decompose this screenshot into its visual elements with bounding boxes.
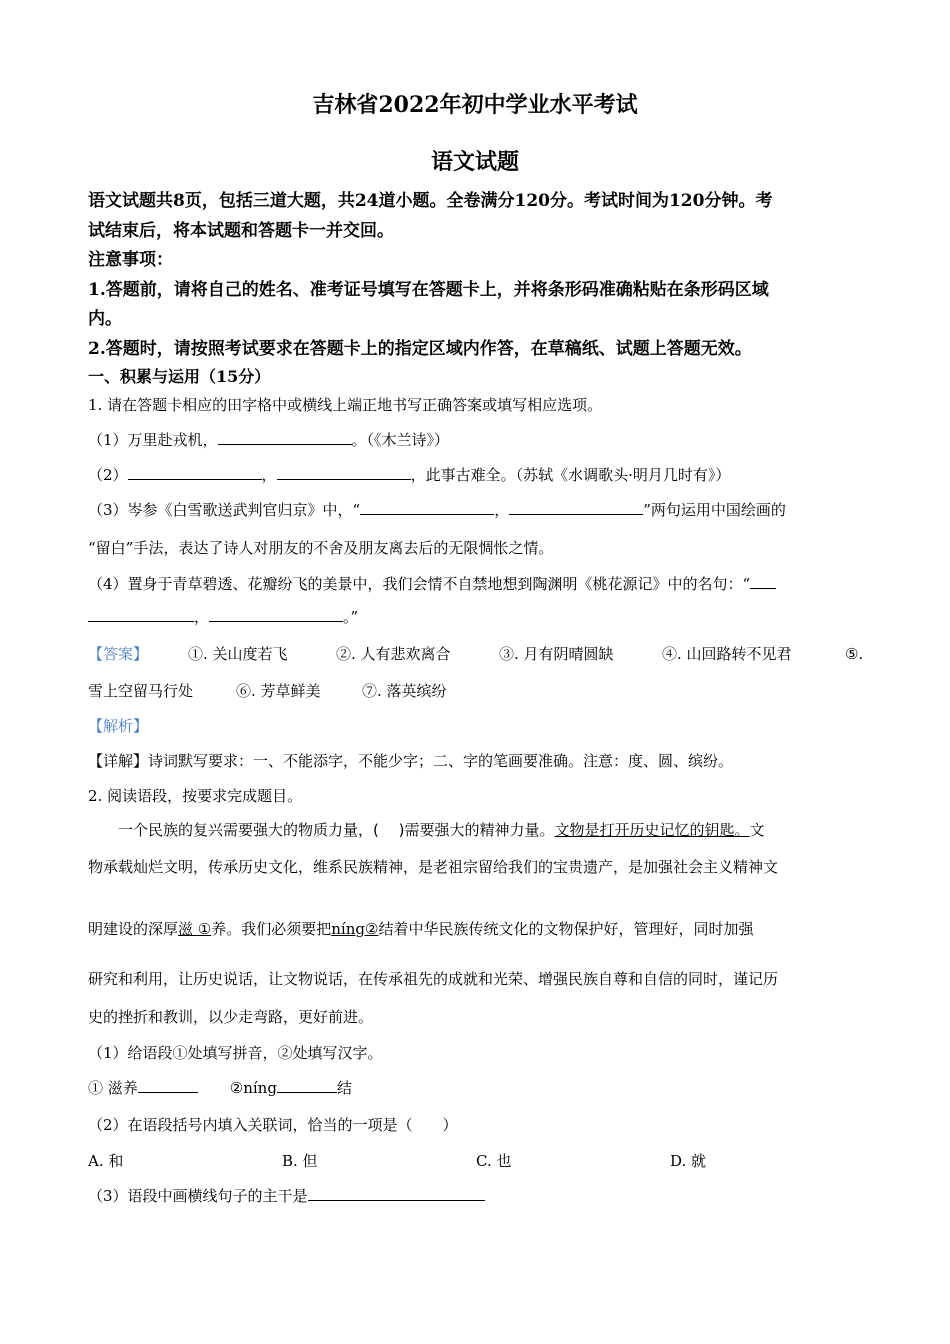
underlined-sentence: 文物是打开历史记忆的钥匙。 (554, 821, 750, 839)
answer-blank[interactable] (128, 464, 262, 480)
q1-p1-prefix: （1）万里赴戎机， (88, 431, 218, 449)
q1-p1-suffix: 。（《木兰诗》） (351, 431, 450, 449)
sub1-item-1: ① 滋养 (88, 1079, 138, 1097)
option-d[interactable]: D. 就 (670, 1152, 707, 1170)
answer-item: ⑤. (845, 645, 864, 663)
exam-subtitle: 语文试题 (430, 149, 519, 175)
answer-item: ②. 人有悲欢离合 (336, 645, 451, 663)
answer-blank[interactable] (138, 1077, 198, 1093)
intro-line-1: 语文试题共8页，包括三道大题，共24道小题。全卷满分120分。考试时间为120分钟。考 (88, 191, 773, 211)
q2-sub-3 (88, 1185, 485, 1207)
answer-item: ③. 月有阴晴圆缺 (499, 645, 614, 663)
answer-item: 雪上空留马行处 (88, 682, 194, 700)
q1-p4-suffix: 。” (343, 608, 359, 626)
q1-p3-prefix: （3）岑参《白雪歌送武判官归京》中，“ (88, 501, 361, 519)
passage-line-4: 研究和利用，让历史说话，让文物说话，在传承祖先的成就和光荣、增强民族自尊和自信的同时，谨记历 (88, 970, 779, 988)
passage-text: 明建设的深厚 (88, 920, 179, 938)
q2-sub-2: （2）在语段括号内填入关联词，恰当的一项是（ ） (88, 1116, 458, 1134)
passage-text: 结着中华民族传统文化的文物保护好，管理好，同时加强 (378, 920, 754, 938)
option-c[interactable]: C. 也 (476, 1152, 512, 1170)
intro-line-2: 试结束后，将本试题和答题卡一并交回。 (88, 221, 394, 241)
q1-part-2 (88, 464, 730, 486)
option-a[interactable]: A. 和 (88, 1152, 124, 1170)
notes-title: 注意事项： (88, 250, 173, 270)
q1-p4-sep: ， (194, 608, 210, 626)
passage-line-3 (88, 918, 753, 940)
q1-part-3-line-2: “留白”手法，表达了诗人对朋友的不舍及朋友离去后的无限惆怅之情。 (88, 539, 554, 557)
pinyin-ning: níng (331, 920, 365, 938)
q1-p3-suffix: ”两句运用中国绘画的 (643, 501, 786, 519)
passage-text: 养。我们必须要把 (211, 920, 332, 938)
passage-text: 文 (749, 821, 765, 839)
q2-sub-1-answer-line (88, 1077, 352, 1099)
sub1-item-2: ②níng (229, 1079, 277, 1097)
analysis-label: 【解析】 (88, 717, 149, 735)
sub1-item-2-suffix: 结 (336, 1079, 352, 1097)
note-2: 2.答题时，请按照考试要求在答题卡上的指定区域内作答，在草稿纸、试题上答题无效。 (88, 339, 752, 359)
blank-1-marker: 滋 ① (178, 920, 212, 938)
q1-part-1 (88, 429, 449, 451)
passage-text: 一个民族的复兴需要强大的物质力量，( )需要强大的精神力量。 (118, 821, 555, 839)
answer-blank[interactable] (218, 429, 352, 445)
q1-p2-suffix: ，此事古难全。（苏轼《水调歌头·明月几时有》） (410, 466, 731, 484)
exam-title: 吉林省2022年初中学业水平考试 (312, 92, 638, 118)
answer-item: ①. 关山度若飞 (188, 645, 288, 663)
answer-blank[interactable] (509, 499, 643, 515)
q1-p2-prefix: （2） (88, 466, 128, 484)
analysis-detail: 【详解】诗词默写要求：一、不能添字，不能少字；二、字的笔画要准确。注意：度、圆、缤纷。 (88, 752, 734, 770)
q1-part-3-line-1 (88, 499, 786, 521)
q1-part-4-line-2 (88, 606, 358, 628)
answer-blank[interactable] (277, 1077, 337, 1093)
q1-p3-sep: ， (494, 501, 510, 519)
blank-2-marker: ② (364, 920, 379, 938)
answer-item: ④. 山回路转不见君 (662, 645, 792, 663)
q1-part-4-line-1 (88, 573, 776, 595)
note-1-line-2: 内。 (88, 309, 122, 329)
sub3-text: （3）语段中画横线句子的主干是 (88, 1187, 308, 1205)
answer-blank[interactable] (308, 1185, 485, 1201)
passage-line-2: 物承载灿烂文明，传承历史文化，维系民族精神，是老祖宗留给我们的宝贵遗产，是加强社会主义精神文 (88, 858, 779, 876)
q1-stem: 1. 请在答题卡相应的田字格中或横线上端正地书写正确答案或填写相应选项。 (88, 396, 603, 414)
passage-line-5: 史的挫折和教训，以少走弯路，更好前进。 (88, 1008, 374, 1026)
q1-p2-sep: ， (261, 466, 277, 484)
answer-blank[interactable] (277, 464, 411, 480)
answer-item: ⑦. 落英缤纷 (362, 682, 447, 700)
answer-item: ⑥. 芳草鲜美 (236, 682, 321, 700)
answer-blank[interactable] (209, 606, 343, 622)
answer-blank[interactable] (750, 573, 776, 589)
answer-blank[interactable] (88, 606, 194, 622)
q1-p4-prefix: （4）置身于青草碧透、花瓣纷飞的美景中，我们会情不自禁地想到陶渊明《桃花源记》中的名句：“ (88, 575, 751, 593)
q2-sub-1: （1）给语段①处填写拼音，②处填写汉字。 (88, 1044, 383, 1062)
option-b[interactable]: B. 但 (282, 1152, 318, 1170)
answer-label: 【答案】 (88, 645, 149, 663)
answer-blank[interactable] (360, 499, 494, 515)
q2-stem: 2. 阅读语段，按要求完成题目。 (88, 787, 303, 805)
section-1-title: 一、积累与运用（15分） (88, 367, 271, 386)
passage-line-1 (118, 819, 765, 841)
note-1-line-1: 1.答题前，请将自己的姓名、准考证号填写在答题卡上，并将条形码准确粘贴在条形码区域 (88, 280, 769, 300)
